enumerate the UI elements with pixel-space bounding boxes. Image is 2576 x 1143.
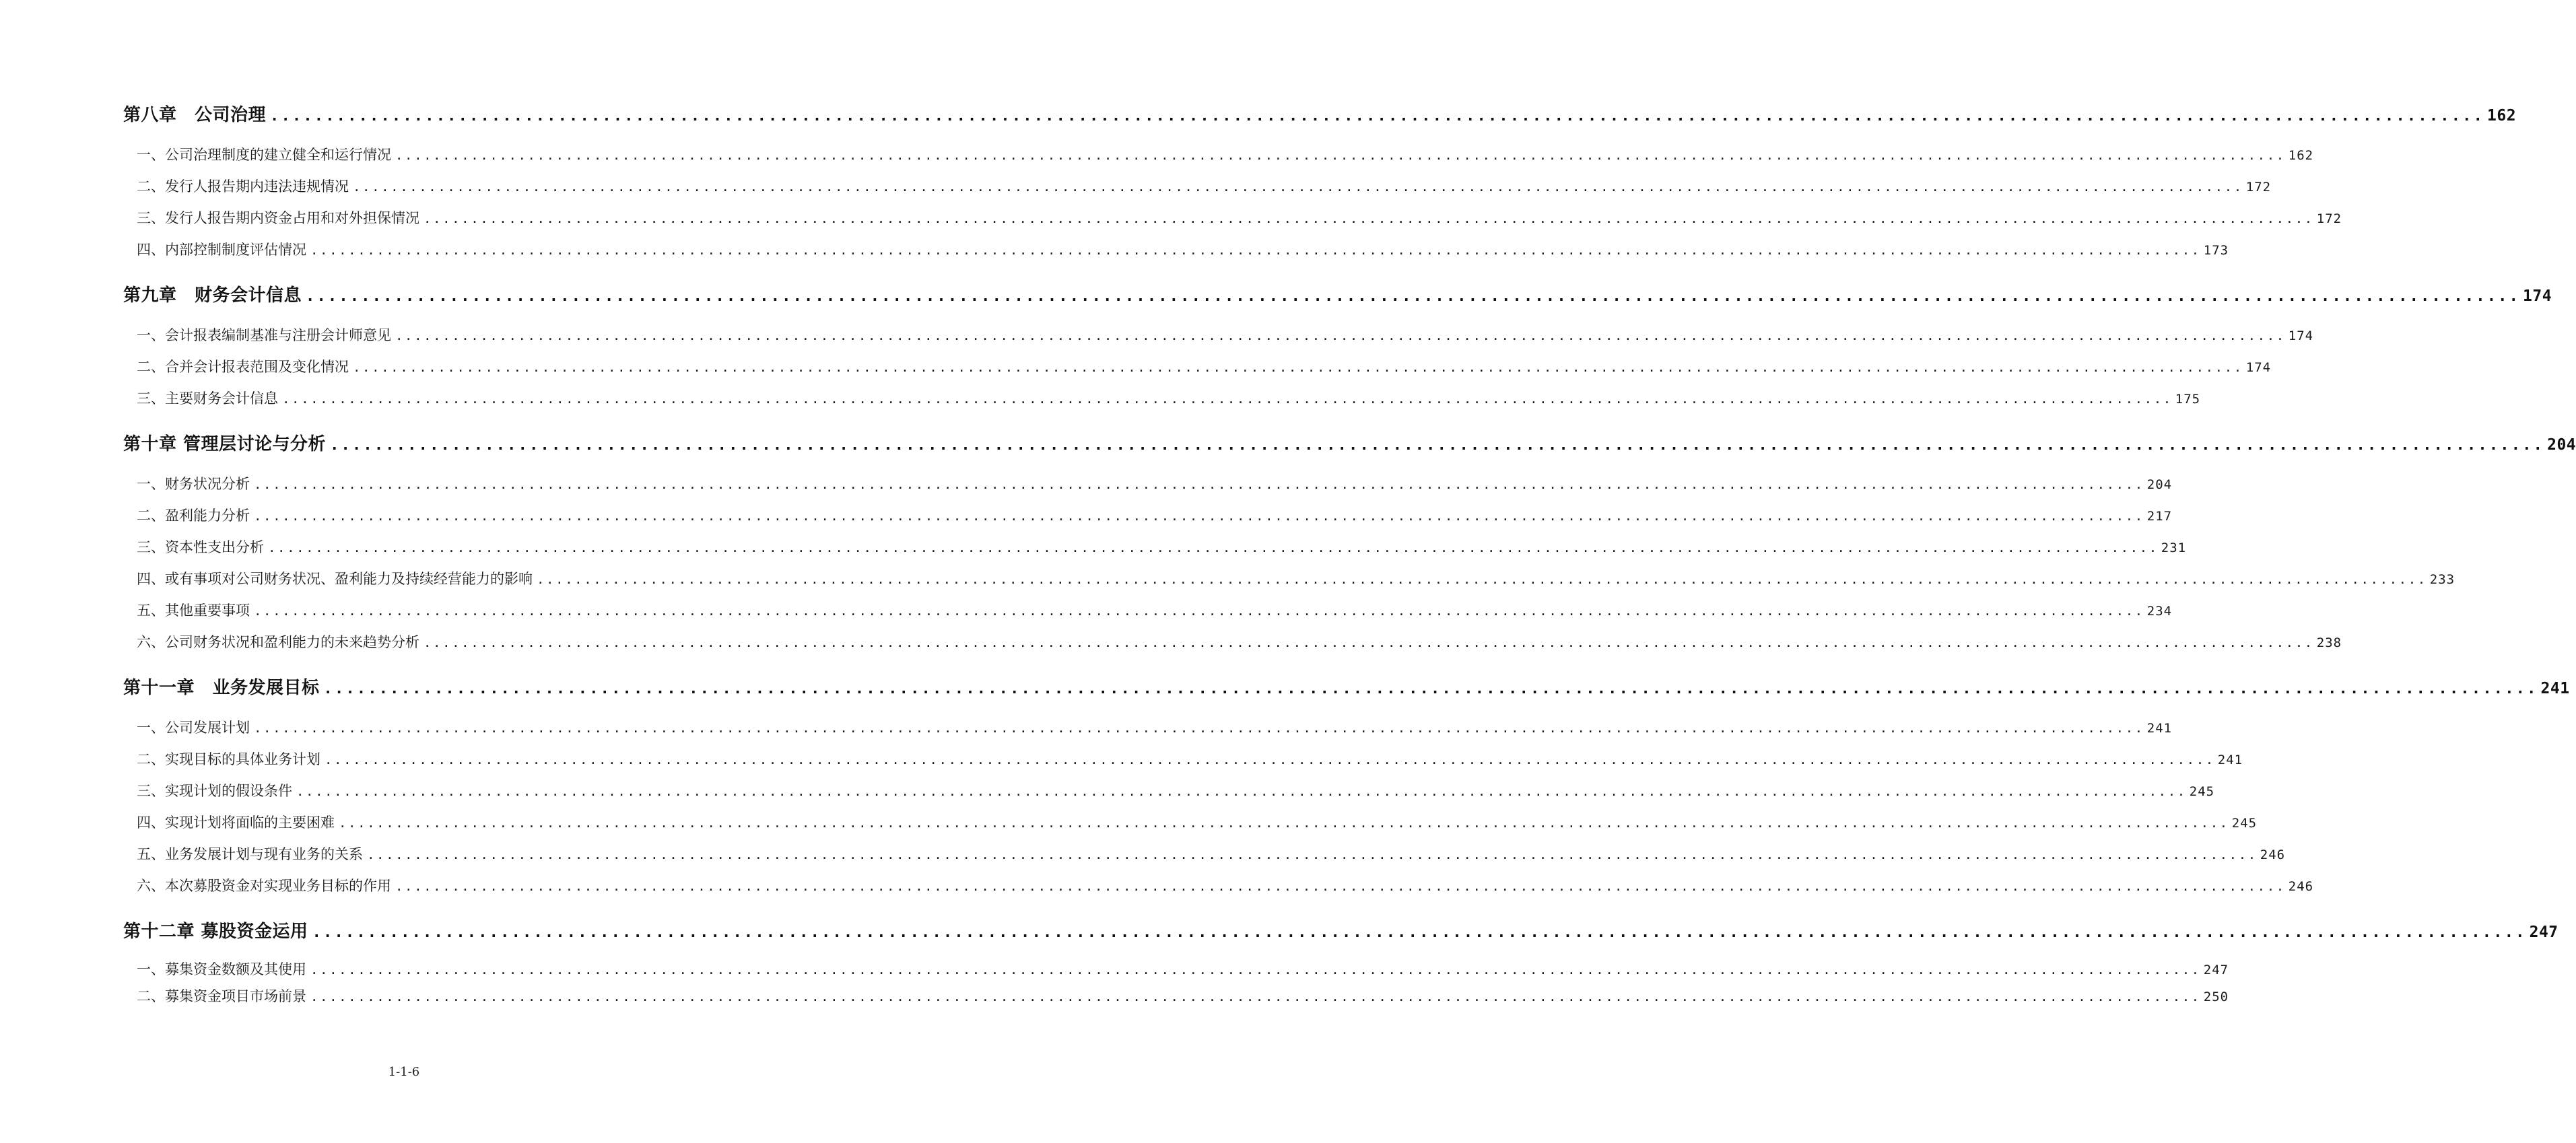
section-page-number: 217 <box>2146 509 2173 524</box>
toc-section-entry[interactable] <box>123 351 2272 383</box>
section-page-number: 172 <box>2316 211 2342 226</box>
dot-leader: ........................................................................................................................................................................................................ <box>310 243 2201 258</box>
dot-leader: ........................................................................................................................................................................................................ <box>537 572 2427 587</box>
dot-leader: ........................................................................................................................................................................................................ <box>395 879 2286 894</box>
section-title: 五、业务发展计划与现有业务的关系 <box>137 846 363 862</box>
dot-leader: ........................................................................................................................................................................................................ <box>296 784 2187 799</box>
dot-leader: ........................................................................................................................................................................................................ <box>323 681 2538 697</box>
toc-section-entry[interactable] <box>123 744 2243 775</box>
dot-leader: ........................................................................................................................................................................................................ <box>367 847 2258 862</box>
toc-section-entry[interactable] <box>123 234 2229 266</box>
section-title: 六、本次募股资金对实现业务目标的作用 <box>137 878 391 894</box>
dot-leader: ........................................................................................................................................................................................................ <box>339 816 2229 831</box>
chapter-page-number: 174 <box>2523 287 2552 305</box>
toc-chapter-entry[interactable] <box>123 674 2570 701</box>
section-page-number: 241 <box>2217 753 2243 767</box>
dot-leader: ........................................................................................................................................................................................................ <box>423 635 2314 650</box>
section-title: 二、募集资金项目市场前景 <box>137 988 306 1004</box>
section-title: 一、会计报表编制基准与注册会计师意见 <box>137 327 391 343</box>
toc-section-entry[interactable] <box>123 627 2342 658</box>
chapter-title: 第十章 管理层讨论与分析 <box>123 434 327 454</box>
section-page-number: 175 <box>2175 392 2201 407</box>
dot-leader: ........................................................................................................................................................................................................ <box>254 477 2144 492</box>
section-page-number: 250 <box>2203 990 2229 1004</box>
chapter-title: 第十二章 募股资金运用 <box>123 922 308 942</box>
section-title: 一、财务状况分析 <box>137 476 250 492</box>
table-of-contents <box>123 102 2576 1010</box>
dot-leader: ........................................................................................................................................................................................................ <box>310 990 2201 1004</box>
toc-section-entry[interactable] <box>123 469 2173 500</box>
section-title: 五、其他重要事项 <box>137 602 250 619</box>
toc-section-entry[interactable] <box>123 563 2455 595</box>
toc-section-entry[interactable] <box>123 139 2314 171</box>
section-page-number: 234 <box>2146 604 2173 619</box>
dot-leader: ........................................................................................................................................................................................................ <box>395 328 2286 343</box>
toc-chapter-entry[interactable] <box>123 918 2558 945</box>
section-page-number: 162 <box>2288 148 2314 163</box>
section-title: 六、公司财务状况和盈利能力的未来趋势分析 <box>137 634 419 650</box>
dot-leader: ........................................................................................................................................................................................................ <box>353 180 2243 195</box>
section-title: 一、公司治理制度的建立健全和运行情况 <box>137 147 391 163</box>
section-title: 三、资本性支出分析 <box>137 539 264 555</box>
section-page-number: 246 <box>2288 879 2314 894</box>
dot-leader: ........................................................................................................................................................................................................ <box>254 509 2144 524</box>
dot-leader: ........................................................................................................................................................................................................ <box>254 721 2144 736</box>
dot-leader: ........................................................................................................................................................................................................ <box>325 753 2215 767</box>
dot-leader: ........................................................................................................................................................................................................ <box>282 392 2173 407</box>
dot-leader: ........................................................................................................................................................................................................ <box>395 148 2286 163</box>
toc-section-entry[interactable] <box>123 320 2314 351</box>
page-footer-number: 1-1-6 <box>388 1065 420 1079</box>
toc-section-entry[interactable] <box>123 532 2187 563</box>
section-title: 三、主要财务会计信息 <box>137 390 278 407</box>
toc-section-entry[interactable] <box>123 807 2258 839</box>
section-page-number: 246 <box>2260 847 2286 862</box>
chapter-title: 第九章 财务会计信息 <box>123 285 302 306</box>
section-title: 二、发行人报告期内违法违规情况 <box>137 178 349 195</box>
dot-leader: ........................................................................................................................................................................................................ <box>268 541 2159 555</box>
section-page-number: 233 <box>2429 572 2455 587</box>
toc-section-entry[interactable] <box>123 712 2173 744</box>
dot-leader: ........................................................................................................................................................................................................ <box>270 108 2485 125</box>
section-page-number: 245 <box>2189 784 2215 799</box>
chapter-page-number: 241 <box>2540 680 2570 697</box>
section-title: 四、内部控制制度评估情况 <box>137 242 306 258</box>
section-title: 二、合并会计报表范围及变化情况 <box>137 359 349 375</box>
chapter-page-number: 162 <box>2487 107 2517 125</box>
toc-section-entry[interactable] <box>123 203 2342 234</box>
chapter-title: 第十一章 业务发展目标 <box>123 678 320 698</box>
toc-chapter-entry[interactable] <box>123 282 2552 309</box>
section-page-number: 245 <box>2231 816 2258 831</box>
dot-leader: ........................................................................................................................................................................................................ <box>254 604 2144 619</box>
toc-section-entry[interactable] <box>123 839 2286 870</box>
section-title: 四、或有事项对公司财务状况、盈利能力及持续经营能力的影响 <box>137 571 533 587</box>
toc-section-entry[interactable] <box>123 870 2314 902</box>
section-title: 二、实现目标的具体业务计划 <box>137 751 320 767</box>
section-page-number: 231 <box>2161 541 2187 555</box>
section-title: 四、实现计划将面临的主要困难 <box>137 815 335 831</box>
toc-section-entry[interactable] <box>123 595 2173 627</box>
section-page-number: 247 <box>2203 963 2229 977</box>
section-title: 三、发行人报告期内资金占用和对外担保情况 <box>137 210 419 226</box>
toc-section-entry[interactable] <box>123 775 2215 807</box>
chapter-page-number: 204 <box>2547 436 2576 454</box>
toc-section-entry[interactable] <box>123 171 2272 203</box>
chapter-page-number: 247 <box>2529 924 2558 941</box>
section-page-number: 241 <box>2146 721 2173 736</box>
dot-leader: ........................................................................................................................................................................................................ <box>312 924 2527 941</box>
section-title: 一、公司发展计划 <box>137 720 250 736</box>
dot-leader: ........................................................................................................................................................................................................ <box>423 211 2314 226</box>
dot-leader: ........................................................................................................................................................................................................ <box>306 288 2521 305</box>
section-page-number: 174 <box>2245 360 2272 375</box>
section-page-number: 204 <box>2146 477 2173 492</box>
toc-chapter-entry[interactable] <box>123 102 2517 129</box>
toc-section-entry[interactable] <box>123 383 2201 415</box>
section-title: 三、实现计划的假设条件 <box>137 783 292 799</box>
dot-leader: ........................................................................................................................................................................................................ <box>330 437 2545 454</box>
toc-chapter-entry[interactable] <box>123 431 2576 458</box>
section-page-number: 174 <box>2288 328 2314 343</box>
toc-section-entry[interactable] <box>123 983 2229 1010</box>
section-page-number: 172 <box>2245 180 2272 195</box>
section-page-number: 238 <box>2316 635 2342 650</box>
section-title: 二、盈利能力分析 <box>137 508 250 524</box>
dot-leader: ........................................................................................................................................................................................................ <box>310 963 2201 977</box>
dot-leader: ........................................................................................................................................................................................................ <box>353 360 2243 375</box>
section-page-number: 173 <box>2203 243 2229 258</box>
toc-section-entry[interactable] <box>123 500 2173 532</box>
toc-section-entry[interactable] <box>123 956 2229 983</box>
section-title: 一、募集资金数额及其使用 <box>137 961 306 977</box>
chapter-title: 第八章 公司治理 <box>123 105 267 125</box>
